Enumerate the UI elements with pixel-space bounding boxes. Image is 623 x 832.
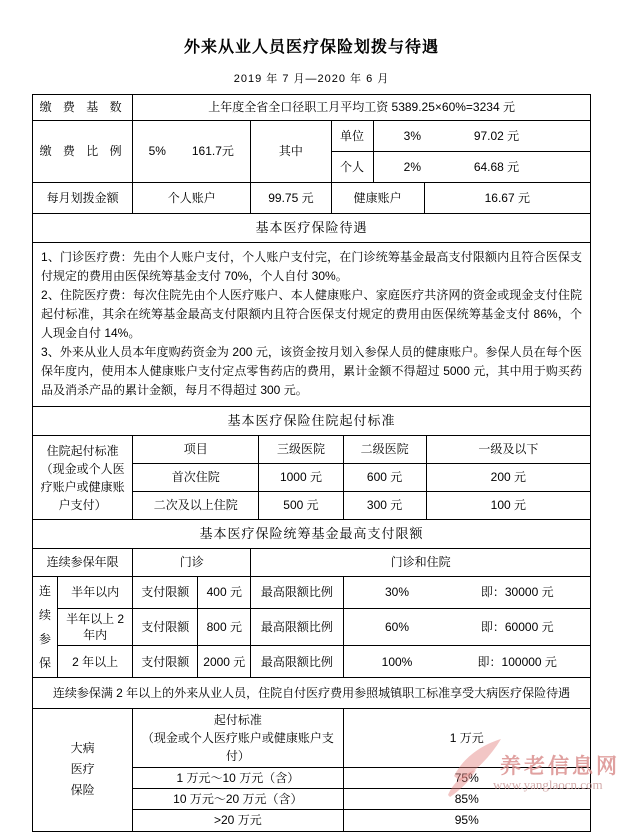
table-row: 大病医疗保险 起付标准 （现金或个人医疗账户或健康账户支付） 1 万元 [33, 709, 591, 768]
contribution-table [32, 94, 591, 214]
ratio-value [133, 121, 251, 183]
among-label: 其中 [251, 121, 331, 183]
benefit-paragraph-1: 1、门诊医疗费：先由个人账户支付，个人账户支付完，在门诊统筹基金最高支付限额内且符合医保支付规定的费用由医保统筹基金支付 70%，个人自付 30%。 [41, 250, 582, 283]
cap-col-outpatient: 门诊 [133, 549, 251, 577]
personal-amt: 64.68 元 [473, 159, 520, 174]
benefits-header: 基本医疗保险待遇 [33, 214, 591, 243]
cap-side-label: 连续参保 [33, 577, 58, 678]
table-row: >20 万元 95% [33, 810, 591, 831]
table-row: 1 万元～10 万元（含） 75% [33, 768, 591, 789]
table-row: 二次及以上住院 500 元 300 元 100 元 [33, 492, 591, 520]
health-account-amt: 16.67 元 [424, 183, 590, 214]
deductible-col-l2: 二级医院 [343, 436, 426, 464]
document [32, 0, 591, 832]
ratio-pct: 5% [148, 144, 166, 159]
benefits-table [32, 213, 591, 407]
deductible-col-l1: 一级及以下 [426, 436, 590, 464]
personal-pct: 2% [403, 159, 421, 174]
table-row: 首次住院 1000 元 600 元 200 元 [33, 464, 591, 492]
personal-account-amt: 99.75 元 [251, 183, 331, 214]
unit-pct: 3% [403, 128, 421, 143]
cap-table [32, 519, 591, 678]
base-label: 缴 费 基 数 [33, 95, 133, 121]
deductible-header: 基本医疗保险住院起付标准 [33, 407, 591, 436]
deductible-side-label: 住院起付标准 （现金或个人医疗账户或健康账户支付） [33, 436, 133, 520]
table-row: 连续参保 半年以内 支付限额 400 元 最高限额比例 30% 即：30000 元 [33, 577, 591, 609]
personal-account-label: 个人账户 [133, 183, 251, 214]
monthly-label: 每月划拨金额 [33, 183, 133, 214]
ratio-amt: 161.7元 [191, 144, 234, 159]
cap-header: 基本医疗保险统筹基金最高支付限额 [33, 520, 591, 549]
deductible-table [32, 406, 591, 520]
health-account-label: 健康账户 [331, 183, 424, 214]
cap-col-both: 门诊和住院 [251, 549, 591, 577]
benefits-paragraphs [33, 243, 591, 407]
note-table [32, 677, 591, 709]
benefit-paragraph-2: 2、住院医疗费：每次住院先由个人医疗账户、本人健康账户、家庭医疗共济网的资金或现金支付住院起付标准，其余在统筹基金最高支付限额内且符合医保支付规定的费用由医保统筹基金支付 86%，个人现金自付 14%。 [41, 288, 582, 340]
ratio-label: 缴 费 比 例 [33, 121, 133, 183]
personal-value [373, 152, 590, 183]
page-title: 外来从业人员医疗保险划拨与待遇 [183, 39, 439, 56]
deductible-col-l3: 三级医院 [259, 436, 343, 464]
watermark-site-url: www.yanglaocn.com [493, 777, 603, 792]
unit-value [373, 121, 590, 152]
base-value: 上年度全省全口径职工月平均工资 5389.25×60%=3234 元 [133, 95, 591, 121]
continuous-note: 连续参保满 2 年以上的外来从业人员，住院自付医疗费用参照城镇职工标准享受大病医疗保险待遇 [33, 678, 591, 709]
page-subtitle: 2019 年 7 月—2020 年 6 月 [233, 73, 390, 85]
serious-illness-table [32, 708, 591, 832]
personal-label: 个人 [331, 152, 373, 183]
watermark-site-name: 养老信息网 [500, 755, 620, 778]
serious-side-label: 大病医疗保险 [33, 709, 133, 832]
cap-col-years: 连续参保年限 [33, 549, 133, 577]
benefit-paragraph-3: 3、外来从业人员本年度购药资金为 200 元，该资金按月划入参保人员的健康账户。参保人员在每个医保年度内，使用本人健康账户支付定点零售药店的费用，累计金额不得超过 5000 元，其中用于购买药品及消杀产品的累计金额，每月不得超过 300 元。 [41, 345, 582, 397]
table-row: 半年以上 2 年内 支付限额 800 元 最高限额比例 60% 即：60000 元 [33, 608, 591, 646]
unit-amt: 97.02 元 [473, 128, 520, 143]
deductible-col-item: 项目 [133, 436, 259, 464]
unit-label: 单位 [331, 121, 373, 152]
table-row: 10 万元～20 万元（含） 85% [33, 789, 591, 810]
table-row: 2 年以上 支付限额 2000 元 最高限额比例 100% 即：100000 元 [33, 646, 591, 678]
